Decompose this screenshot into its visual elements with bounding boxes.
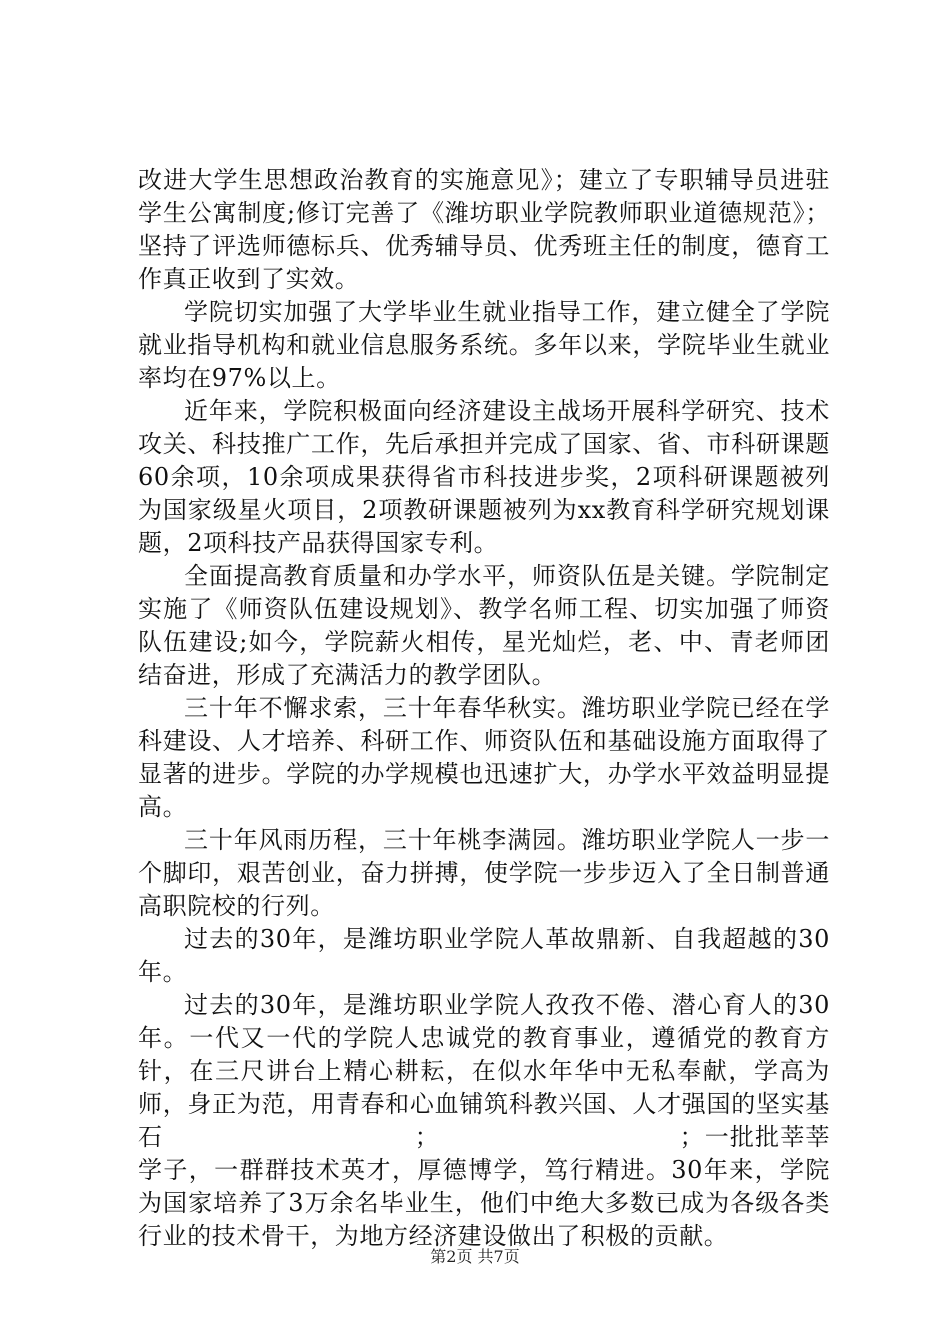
paragraph-moral-education: 改进大学生思想政治教育的实施意见》；建立了专职辅导员进驻学生公寓制度;修订完善了《潍坊职业学院教师职业道德规范》；坚持了评选师德标兵、优秀辅导员、优秀班主任的制度，德育工作真正收到了实效。 <box>138 166 830 293</box>
paragraph-employment-guidance: 学院切实加强了大学毕业生就业指导工作，建立健全了学院就业指导机构和就业信息服务系统。多年以来，学院毕业生就业率均在97%以上。 <box>138 298 830 392</box>
body-text <box>138 164 830 1253</box>
page-number-footer: 第2页 共7页 <box>430 1247 520 1266</box>
paragraph-thirty-years-progress: 三十年不懈求索，三十年春华秋实。潍坊职业学院已经在学科建设、人才培养、科研工作、师资队伍和基础设施方面取得了显著的进步。学院的办学规模也迅速扩大，办学水平效益明显提高。 <box>138 694 830 821</box>
paragraph-thirty-years-history: 三十年风雨历程，三十年桃李满园。潍坊职业学院人一步一个脚印，艰苦创业，奋力拼搏，使学院一步步迈入了全日制普通高职院校的行列。 <box>138 826 830 920</box>
paragraph-faculty: 全面提高教育质量和办学水平，师资队伍是关键。学院制定实施了《师资队伍建设规划》、教学名师工程、切实加强了师资队伍建设;如今，学院薪火相传，星光灿烂，老、中、青老师团结奋进，形成了充满活力的教学团队。 <box>138 562 830 689</box>
paragraph-education-dedication: 过去的30年，是潍坊职业学院人孜孜不倦、潜心育人的30年。一代又一代的学院人忠诚党的教育事业，遵循党的教育方针，在三尺讲台上精心耕耘，在似水年华中无私奉献，学高为师，身正为范，用青春和心血铺筑科教兴国、人才强国的坚实基石 ； ；一批批莘莘学子，一群群技术英才，厚德博学，笃行精进。30年来，学院为国家培养了3万余名毕业生，他们中绝大多数已成为各级各类行业的技术骨干，为地方经济建设做出了积极的贡献。 <box>138 991 830 1250</box>
paragraph-research: 近年来，学院积极面向经济建设主战场开展科学研究、技术攻关、科技推广工作，先后承担并完成了国家、省、市科研课题60余项，10余项成果获得省市科技进步奖，2项科研课题被列为国家级星火项目，2项教研课题被列为xx教育科学研究规划课题，2项科技产品获得国家专利。 <box>138 397 830 557</box>
paragraph-innovation: 过去的30年，是潍坊职业学院人革故鼎新、自我超越的30年。 <box>138 925 830 986</box>
